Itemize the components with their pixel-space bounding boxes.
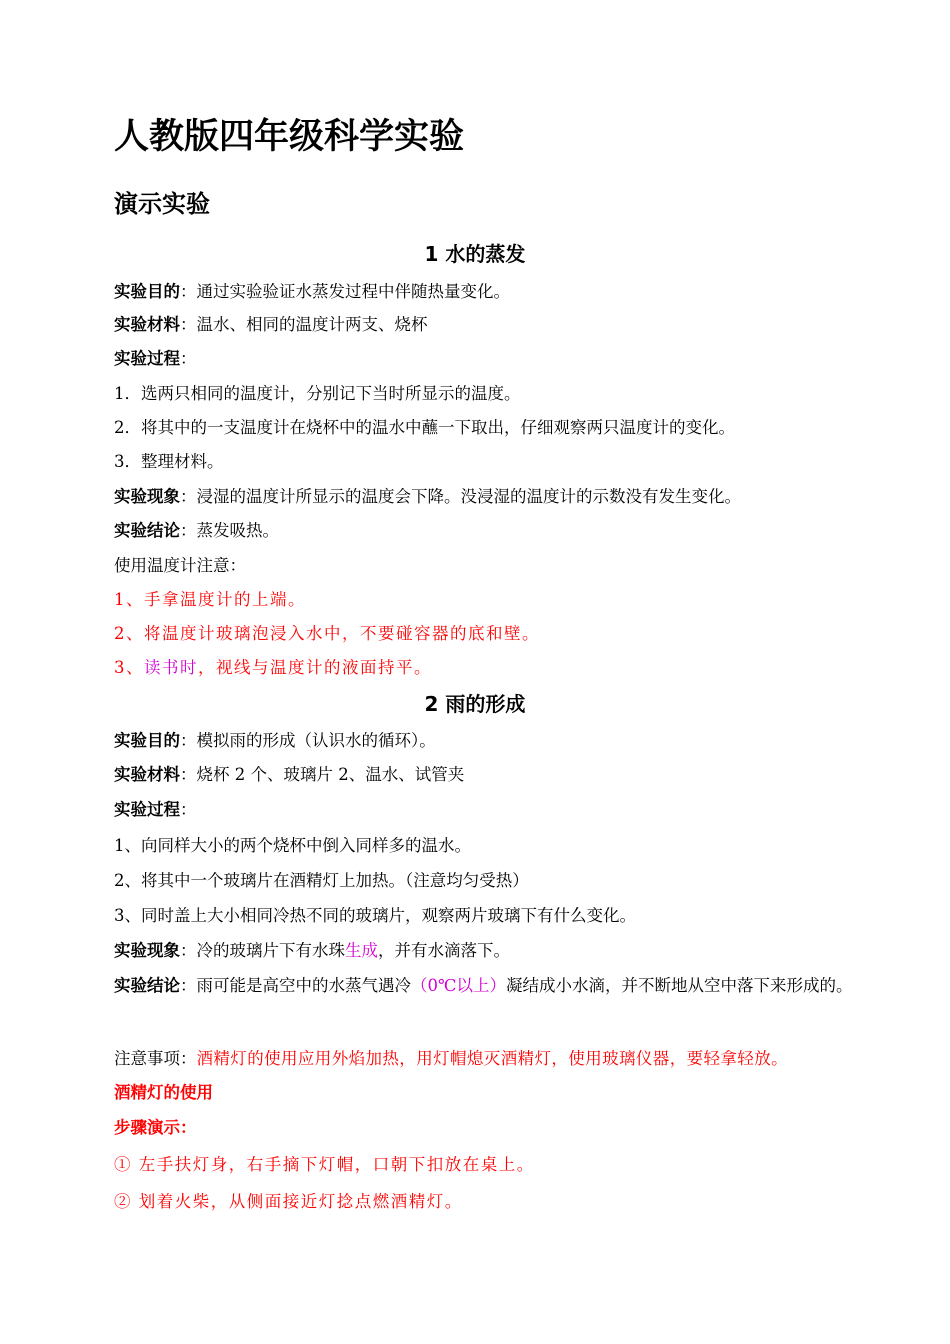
section-title: 演示实验 <box>114 190 210 218</box>
experiment-1-title: 1 水的蒸发 <box>424 242 526 266</box>
exp2-phenomenon-text-a: ：冷的玻璃片下有水珠 <box>180 941 345 960</box>
exp2-conclusion-text-a: ：雨可能是高空中的水蒸气遇冷 <box>180 976 411 995</box>
exp1-purpose <box>114 280 854 304</box>
exp2-process <box>114 798 854 822</box>
lamp-step-2: ② 划着火柴，从侧面接近灯捻点燃酒精灯。 <box>114 1192 463 1211</box>
exp2-conclusion-text-b: 凝结成小水滴，并不断地从空中落下来形成的。 <box>505 976 853 995</box>
experiment-2-title: 2 雨的形成 <box>424 692 526 716</box>
exp1-process-label: 实验过程 <box>114 349 180 368</box>
exp1-materials-text: ：温水、相同的温度计两支、烧杯 <box>180 315 428 334</box>
note3-prefix: 3、 <box>114 658 144 677</box>
exp2-step-1: 1、向同样大小的两个烧杯中倒入同样多的温水。 <box>114 836 471 855</box>
exp2-attention-label: 注意事项： <box>114 1049 197 1068</box>
exp1-conclusion-label: 实验结论 <box>114 521 180 540</box>
thermometer-note-3 <box>114 656 854 680</box>
exp2-purpose-label: 实验目的 <box>114 731 180 750</box>
thermometer-note-2: 2、将温度计玻璃泡浸入水中，不要碰容器的底和壁。 <box>114 624 540 643</box>
thermometer-note-1: 1、手拿温度计的上端。 <box>114 590 306 609</box>
exp2-phenomenon <box>114 939 854 963</box>
exp2-attention <box>114 1047 854 1071</box>
note3-highlight: 读书时 <box>144 658 198 677</box>
exp1-phenomenon <box>114 485 854 509</box>
exp2-step-3: 3、同时盖上大小相同冷热不同的玻璃片，观察两片玻璃下有什么变化。 <box>114 906 636 925</box>
exp2-materials-label: 实验材料 <box>114 765 180 784</box>
exp2-materials <box>114 763 854 787</box>
exp1-step-3: 3．整理材料。 <box>114 452 224 471</box>
exp2-phenomenon-text-b: ，并有水滴落下。 <box>378 941 510 960</box>
note3-rest: ，视线与温度计的液面持平。 <box>198 658 432 677</box>
exp2-conclusion <box>114 969 854 1003</box>
exp1-purpose-label: 实验目的 <box>114 282 180 301</box>
lamp-step-1: ① 左手扶灯身，右手摘下灯帽，口朝下扣放在桌上。 <box>114 1155 535 1174</box>
exp1-materials-label: 实验材料 <box>114 315 180 334</box>
exp2-process-label: 实验过程 <box>114 800 180 819</box>
exp2-attention-text: 酒精灯的使用应用外焰加热，用灯帽熄灭酒精灯，使用玻璃仪器，要轻拿轻放。 <box>196 1049 788 1068</box>
exp2-purpose <box>114 729 854 753</box>
exp1-process-colon: ： <box>180 349 197 368</box>
exp1-phenomenon-text: ：浸湿的温度计所显示的温度会下降。没浸湿的温度计的示数没有发生变化。 <box>180 487 741 506</box>
exp1-purpose-text: ：通过实验验证水蒸发过程中伴随热量变化。 <box>180 282 510 301</box>
exp2-materials-text: ：烧杯 2 个、玻璃片 2、温水、试管夹 <box>180 765 465 784</box>
exp1-step-1: 1．选两只相同的温度计，分别记下当时所显示的温度。 <box>114 384 521 403</box>
lamp-steps-label: 步骤演示： <box>114 1118 197 1137</box>
exp1-conclusion-text: ：蒸发吸热。 <box>180 521 279 540</box>
exp2-purpose-text: ：模拟雨的形成（认识水的循环）。 <box>180 731 436 750</box>
exp1-phenomenon-label: 实验现象 <box>114 487 180 506</box>
exp2-phenomenon-highlight: 生成 <box>345 941 378 960</box>
lamp-usage-heading: 酒精灯的使用 <box>114 1083 213 1102</box>
exp2-conclusion-label: 实验结论 <box>114 976 180 995</box>
exp1-materials <box>114 313 854 337</box>
document-title: 人教版四年级科学实验 <box>114 117 465 157</box>
exp1-conclusion <box>114 519 854 543</box>
thermometer-notes-title: 使用温度计注意： <box>114 556 246 575</box>
exp2-process-colon: ： <box>180 800 197 819</box>
exp2-conclusion-highlight: （0℃以上） <box>411 976 506 995</box>
exp2-phenomenon-label: 实验现象 <box>114 941 180 960</box>
exp1-process <box>114 347 854 371</box>
exp1-step-2: 2．将其中的一支温度计在烧杯中的温水中蘸一下取出，仔细观察两只温度计的变化。 <box>114 418 735 437</box>
exp2-step-2: 2、将其中一个玻璃片在酒精灯上加热。（注意均匀受热） <box>114 871 529 890</box>
